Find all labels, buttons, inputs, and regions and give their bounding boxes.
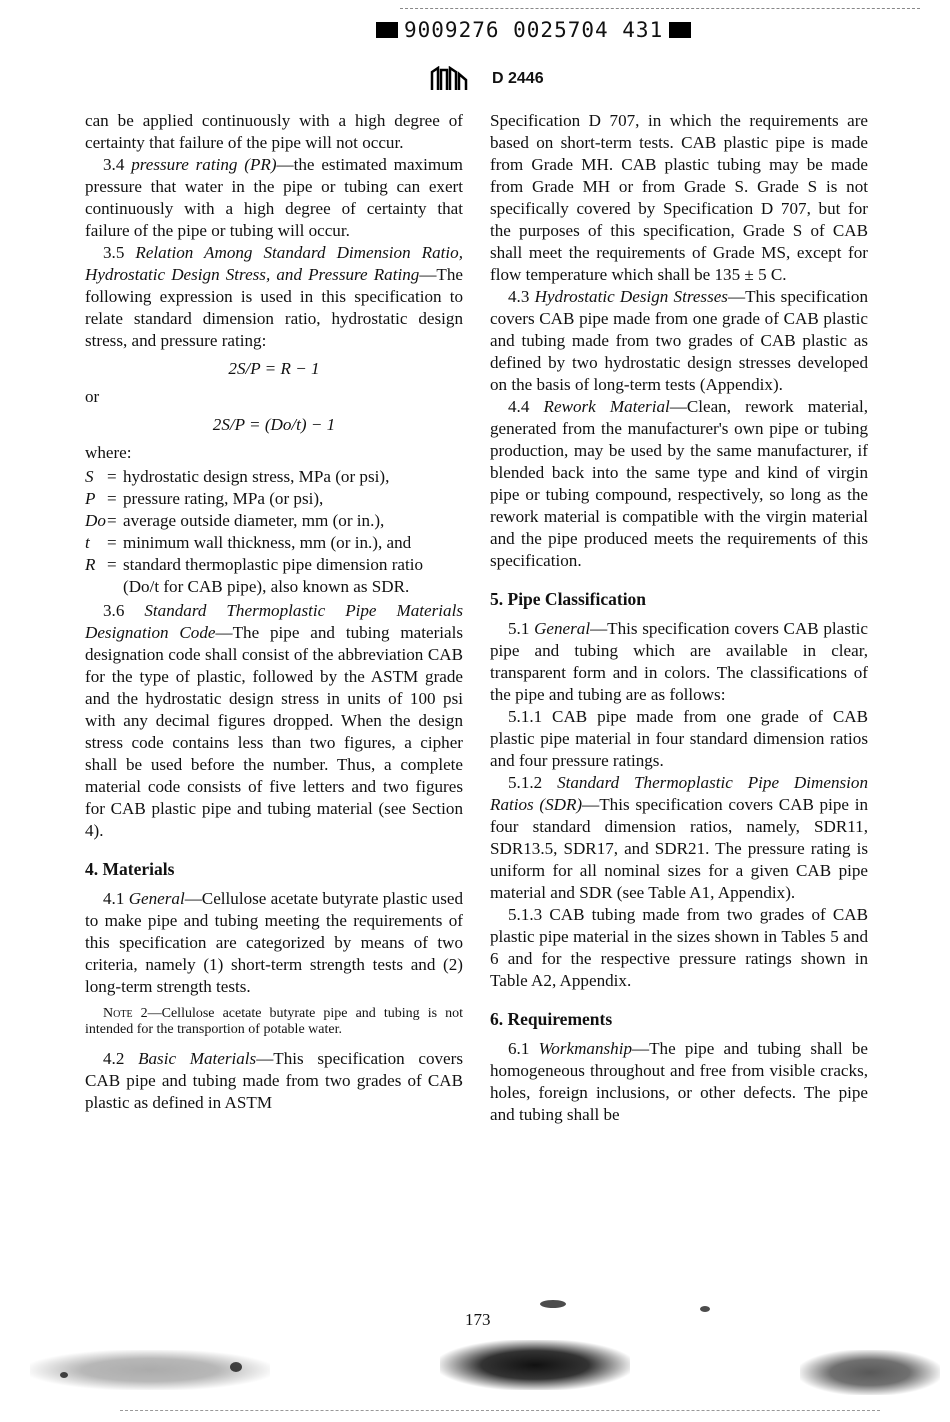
top-rule [400,8,920,9]
left-column [85,110,463,1114]
page-number: 173 [465,1310,491,1329]
definition-row: R = standard thermoplastic pipe dimension ratio (Do/t for CAB pipe), also known as SDR. [85,555,424,596]
where-label: where: [85,443,132,462]
right-column [490,110,868,1126]
heading-materials: 4. Materials [85,859,175,879]
astm-logo-icon [430,66,470,92]
section-5-1-2: 5.1.2 Standard Thermoplastic Pipe Dimension Ratios (SDR)—This specification covers CAB pipe in four standard dimension ratios, namely, SDR11, SDR13.5, SDR17, and SDR21. The pressure rating is uniform for all nominal sizes for a given CAB pipe material and SDR (see Table A1, Appendix). [490,773,868,902]
black-marker-right [669,22,691,38]
equation-1: 2S/P = R − 1 [228,359,320,378]
heading-pipe-classification: 5. Pipe Classification [490,589,647,609]
scan-speck [540,1300,566,1308]
definition-row: S = hydrostatic design stress, MPa (or psi), [85,467,390,486]
paragraph: Specification D 707, in which the requirements are based on short-term tests. CAB plastic pipe is made from Grade MH. CAB plastic tubing may be made from Grade MH or from Grade S. Grade S is not specifically covered by Specification D 707, but for the purposes of this specification, Grade S of CAB shall meet the requirements of Grade MS, except for flow temperature which shall be 135 ± 5 C. [490,111,868,284]
variable-definitions [85,466,463,598]
section-5-1: 5.1 General—This specification covers CAB plastic pipe and tubing which are available in clear, transparent form and in colors. The classifications of the pipe and tubing are as follows: [490,619,868,704]
section-5-1-3: 5.1.3 CAB tubing made from two grades of CAB plastic pipe material in the sizes shown in Tables 5 and 6 and for the respective pressure ratings shown in Table A2, Appendix. [490,905,868,990]
standard-designation: D 2446 [492,70,544,87]
heading-requirements: 6. Requirements [490,1009,613,1029]
section-4-2: 4.2 Basic Materials—This specification covers CAB pipe and tubing made from two grades of CAB plastic as defined in ASTM [85,1049,463,1112]
scan-speck [700,1306,710,1312]
section-4-4: 4.4 Rework Material—Clean, rework material, generated from the manufacturer's own pipe or tubing production, may be used by the same manufacturer, if blended back into the same type and kind of virgin pipe or tubing compound, respectively, so long as the rework material is compatible with the virgin material and the pipe produced meets the requirements of this specification. [490,397,868,570]
definition-row: Do = average outside diameter, mm (or in.), [85,511,385,530]
paragraph: can be applied continuously with a high degree of certainty that failure of the pipe will not occur. [85,111,463,152]
definition-row: P = pressure rating, MPa (or psi), [85,489,324,508]
section-6-1: 6.1 Workmanship—The pipe and tubing shall be homogeneous throughout and free from visible cracks, holes, foreign inclusions, or other defects. The pipe and tubing shall be [490,1039,868,1124]
scan-speck [60,1372,68,1378]
or-label: or [85,387,100,406]
bottom-rule [120,1410,880,1411]
definition-row: t = minimum wall thickness, mm (or in.), and [85,533,412,552]
scan-speck [230,1362,242,1372]
black-marker-left [376,22,398,38]
document-code [370,18,697,42]
note-2: Note 2—Cellulose acetate butyrate pipe and tubing is not intended for the transportion of potable water. [85,1006,463,1037]
scan-smudge [440,1340,630,1390]
section-4-3: 4.3 Hydrostatic Design Stresses—This specification covers CAB pipe made from one grade of CAB plastic and tubing made from two grades of CAB plastic as defined by two hydrostatic design stresses developed on the basis of long-term tests (Appendix). [490,287,868,394]
barcode-text: 9009276 0025704 431 [404,18,664,42]
section-5-1-1: 5.1.1 CAB pipe made from one grade of CAB plastic pipe material in four standard dimension ratios and four pressure ratings. [490,707,868,770]
section-3-5: 3.5 Relation Among Standard Dimension Ratio, Hydrostatic Design Stress, and Pressure Rating—The following expression is used in this specification to relate standard dimension ratio, hydrostatic design stress, and pressure rating: [85,243,463,350]
section-4-1: 4.1 General—Cellulose acetate butyrate plastic used to make pipe and tubing meeting the requirements of this specification are categorized by means of two criteria, namely (1) short-term strength tests and (2) long-term strength tests. [85,889,463,996]
scan-smudge [800,1350,940,1395]
equation-2: 2S/P = (Do/t) − 1 [212,415,336,434]
astm-logo [430,66,470,97]
section-3-4: 3.4 pressure rating (PR)—the estimated maximum pressure that water in the pipe or tubing can exert continuously with a high degree of certainty that failure of the pipe or tubing will occur. [85,155,463,240]
section-3-6: 3.6 Standard Thermoplastic Pipe Materials Designation Code—The pipe and tubing materials designation code shall consist of the abbreviation CAB for the type of plastic, followed by the ASTM grade and the hydrostatic design stress in units of 100 psi with any decimal figures dropped. When the design stress code contains less than two figures, a cipher shall be used before the number. Thus, a complete material code consists of five letters and two figures for CAB plastic pipe and tubing material (see Section 4). [85,601,463,840]
